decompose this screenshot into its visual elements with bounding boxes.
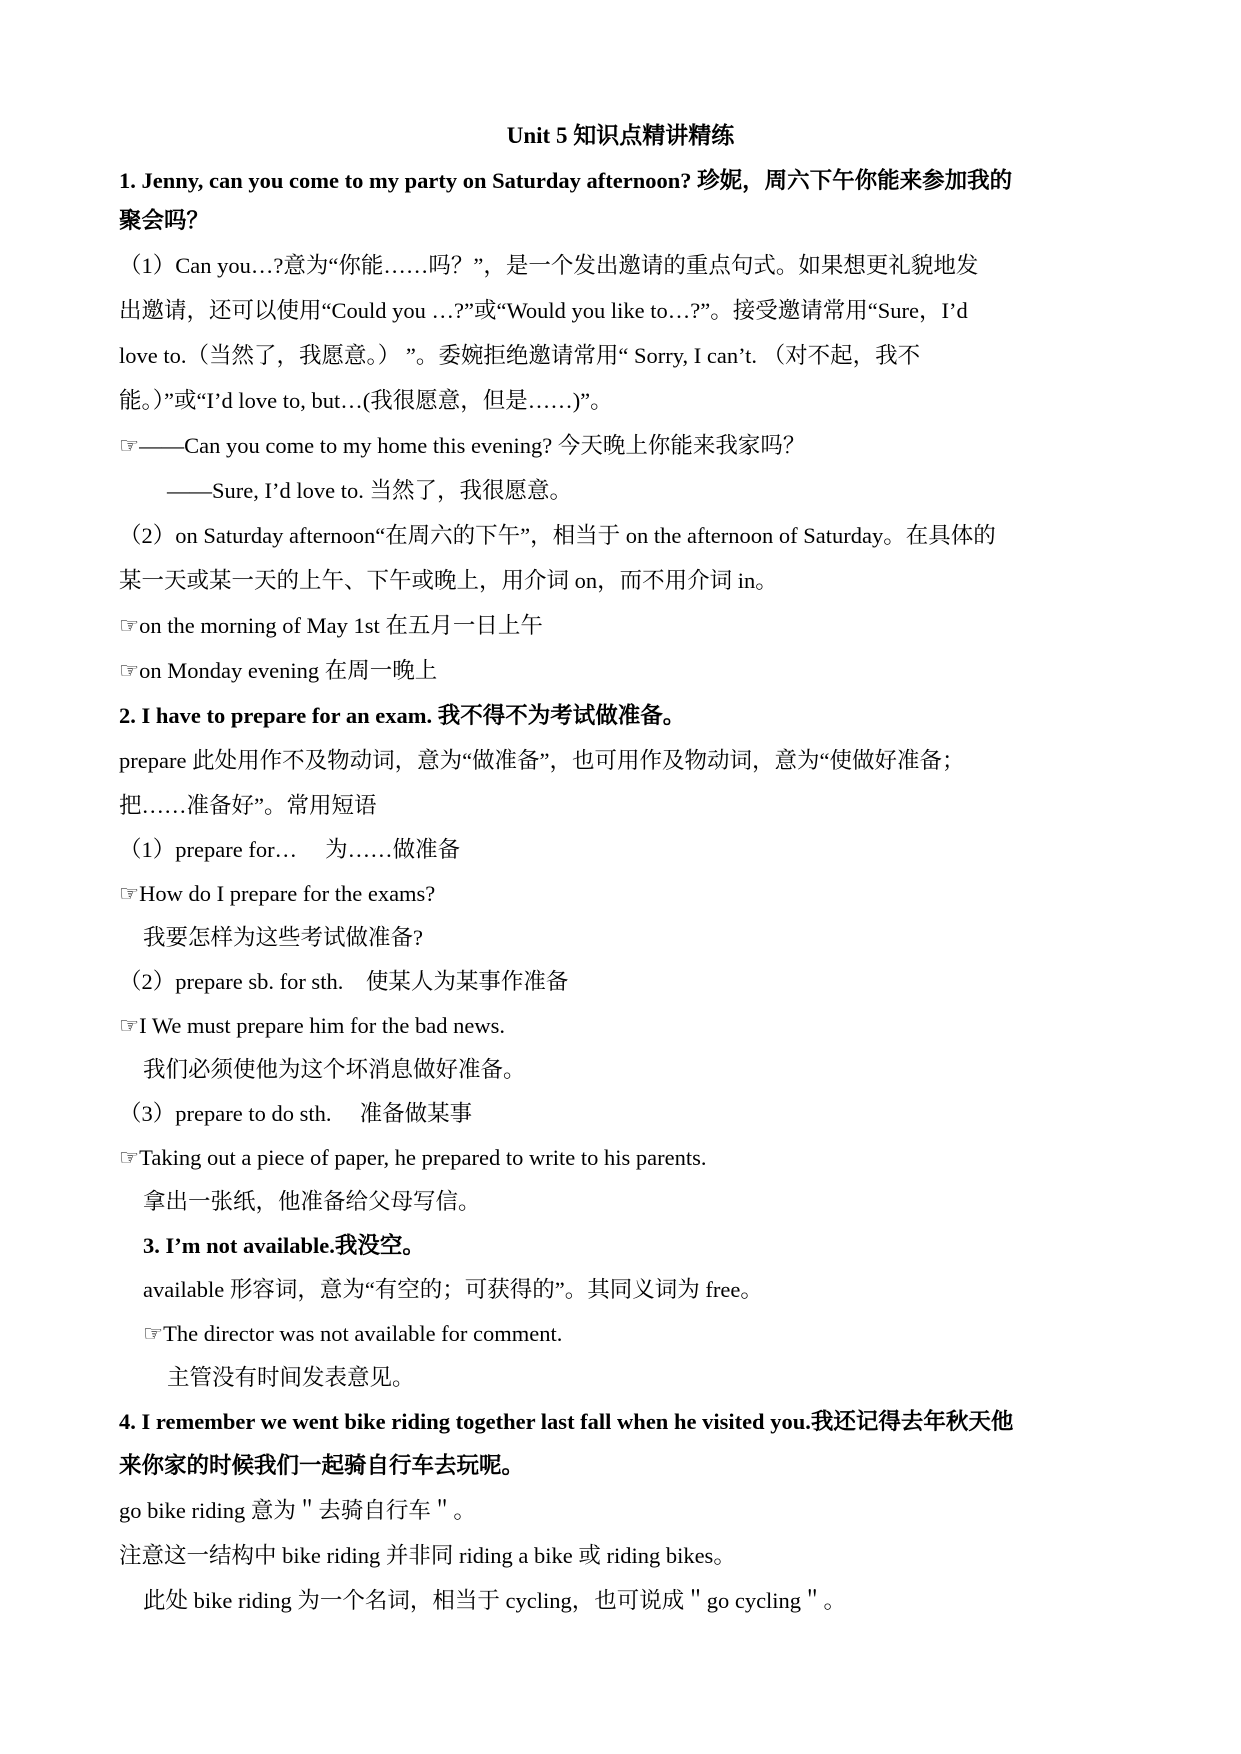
- section4-paragraph2: 注意这一结构中 bike riding 并非同 riding a bike 或 riding bikes。: [119, 1543, 736, 1568]
- page-title: Unit 5 知识点精讲精练: [506, 123, 735, 148]
- section2-item3: （3）prepare to do sth. 准备做某事: [119, 1101, 473, 1126]
- section2-heading: 2. I have to prepare for an exam. 我不得不为考试做准备。: [119, 703, 686, 728]
- section2-paragraph: prepare 此处用作不及物动词，意为“做准备”，也可用作及物动词，意为“使做好准备；: [119, 748, 965, 773]
- section1-example2: ☞on the morning of May 1st 在五月一日上午: [119, 613, 543, 638]
- section1-paragraph2: （2）on Saturday afternoon“在周六的下午”，相当于 on the afternoon of Saturday。在具体的: [119, 523, 996, 548]
- section2-item3-example: ☞Taking out a piece of paper, he prepared to write to his parents.: [119, 1145, 707, 1170]
- section4-heading: 4. I remember we went bike riding together last fall when he visited you.我还记得去年秋天他: [119, 1409, 1014, 1434]
- section2-item2-translation: 我们必须使他为这个坏消息做好准备。: [143, 1057, 526, 1082]
- section1-paragraph1: （1）Can you…?意为“你能……吗？”，是一个发出邀请的重点句式。如果想更礼貌地发: [119, 253, 979, 278]
- section1-example1-reply: ——Sure, I’d love to. 当然了，我很愿意。: [167, 478, 572, 503]
- section1-heading-cont: 聚会吗？: [119, 208, 210, 233]
- section1-example1: ☞——Can you come to my home this evening? 今天晚上你能来我家吗？: [119, 433, 806, 458]
- section3-heading: 3. I’m not available.我没空。: [143, 1233, 425, 1258]
- section1-paragraph1-line2: 出邀请，还可以使用“Could you …?”或“Would you like to…?”。接受邀请常用“Sure，I’d: [119, 298, 968, 323]
- section2-paragraph-line2: 把……准备好”。常用短语: [119, 793, 377, 818]
- section2-item1-example: ☞How do I prepare for the exams?: [119, 881, 436, 906]
- section2-item2-example: ☞I We must prepare him for the bad news.: [119, 1013, 505, 1038]
- section3-translation: 主管没有时间发表意见。: [167, 1365, 415, 1390]
- section2-item2: （2）prepare sb. for sth. 使某人为某事作准备: [119, 969, 569, 994]
- section1-paragraph1-line3: love to.（当然了，我愿意。） ”。委婉拒绝邀请常用“ Sorry, I can’t. （对不起，我不: [119, 343, 921, 368]
- section4-heading-cont: 来你家的时候我们一起骑自行车去玩呢。: [119, 1453, 525, 1478]
- section4-paragraph1: go bike riding 意为＂去骑自行车＂。: [119, 1498, 476, 1523]
- section2-item3-translation: 拿出一张纸，他准备给父母写信。: [143, 1189, 481, 1214]
- section1-example3: ☞on Monday evening 在周一晚上: [119, 658, 438, 683]
- section4-paragraph3: 此处 bike riding 为一个名词，相当于 cycling，也可说成＂go cycling＂。: [143, 1588, 847, 1613]
- section2-item1: （1）prepare for… 为……做准备: [119, 837, 461, 862]
- section1-paragraph2-line2: 某一天或某一天的上午、下午或晚上，用介词 on，而不用介词 in。: [119, 568, 778, 593]
- section1-paragraph1-line4: 能。）”或“I’d love to, but…(我很愿意，但是……)”。: [119, 388, 613, 413]
- section3-example: ☞The director was not available for comment.: [143, 1321, 563, 1346]
- section3-paragraph: available 形容词，意为“有空的；可获得的”。其同义词为 free。: [143, 1277, 763, 1302]
- section2-item1-translation: 我要怎样为这些考试做准备?: [143, 925, 423, 950]
- section1-heading: 1. Jenny, can you come to my party on Saturday afternoon? 珍妮，周六下午你能来参加我的: [119, 168, 1013, 193]
